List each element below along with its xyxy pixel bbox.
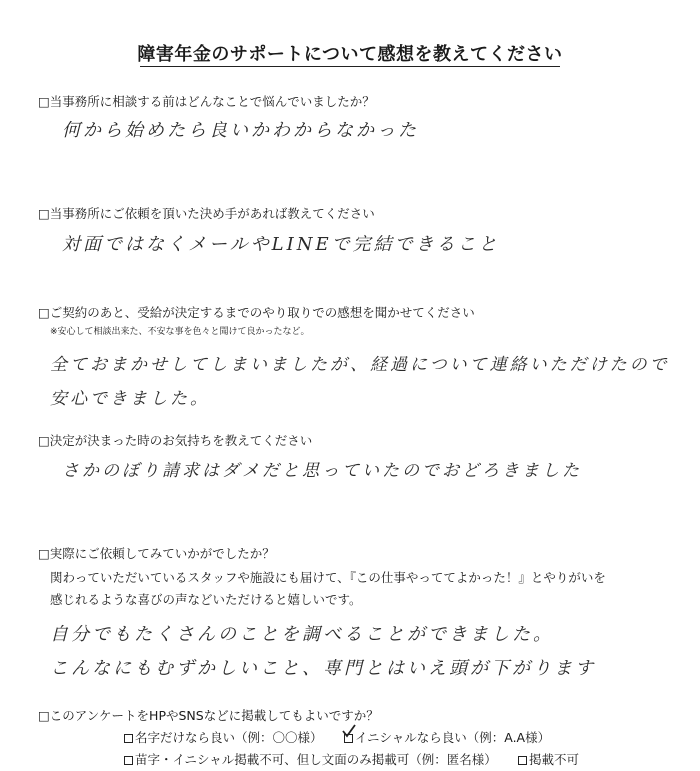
option-not-allowed-checkbox[interactable]	[518, 756, 527, 765]
answer-5-line-1: 自分でもたくさんのことを調べることができました。	[50, 624, 554, 645]
check-mark-icon	[342, 724, 356, 738]
option-not-allowed[interactable]	[518, 750, 579, 768]
option-not-allowed-label: 掲載不可	[529, 752, 580, 767]
option-surname-only-label: 名字だけなら良い（例：〇〇様）	[135, 730, 323, 745]
answer-1: 何から始めたら良いかわからなかった	[62, 120, 419, 141]
option-initials[interactable]	[344, 728, 550, 746]
option-surname-only[interactable]	[124, 728, 323, 746]
question-3: □ご契約のあと、受給が決定するまでのやり取りでの感想を聞かせてください	[38, 305, 475, 320]
question-1: □当事務所に相談する前はどんなことで悩んでいましたか？	[38, 94, 375, 109]
title-underline	[140, 66, 560, 67]
question-3-note: ※安心して相談出来た、不安な事を色々と聞けて良かったなど。	[50, 327, 310, 337]
option-text-only-checkbox[interactable]	[124, 756, 133, 765]
option-text-only[interactable]	[124, 750, 497, 768]
question-6: □このアンケートをHPやSNSなどに掲載してもよいですか？	[38, 708, 379, 723]
answer-3-line-1: 全ておまかせしてしまいましたが、経過について連絡いただけたので	[50, 355, 670, 375]
answer-3-line-2: 安心できました。	[50, 389, 210, 409]
answer-5-line-2: こんなにもむずかしいこと、専門とはいえ頭が下がります	[50, 658, 596, 679]
option-text-only-label: 苗字・イニシャル掲載不可、但し文面のみ掲載可（例：匿名様）	[135, 752, 497, 767]
option-initials-label: イニシャルなら良い（例：A.A様）	[355, 730, 551, 745]
question-5-body-line-1: 関わっていただいているスタッフや施設にも届けて、『この仕事やっててよかった！』とやりがいを	[50, 570, 606, 585]
question-4: □決定が決まった時のお気持ちを教えてください	[38, 433, 313, 448]
question-5: □実際にご依頼してみていかがでしたか？	[38, 546, 275, 561]
answer-2: 対面ではなくメールやLINEで完結できること	[62, 234, 500, 255]
question-2: □当事務所にご依頼を頂いた決め手があれば教えてください	[38, 206, 375, 221]
answer-4: さかのぼり請求はダメだと思っていたのでおどろきました	[62, 461, 582, 481]
question-5-body-line-2: 感じれるような喜びの声などいただけると嬉しいです。	[50, 592, 362, 607]
option-surname-only-checkbox[interactable]	[124, 734, 133, 743]
page-title: 障害年金のサポートについて感想を教えてください	[137, 44, 563, 65]
